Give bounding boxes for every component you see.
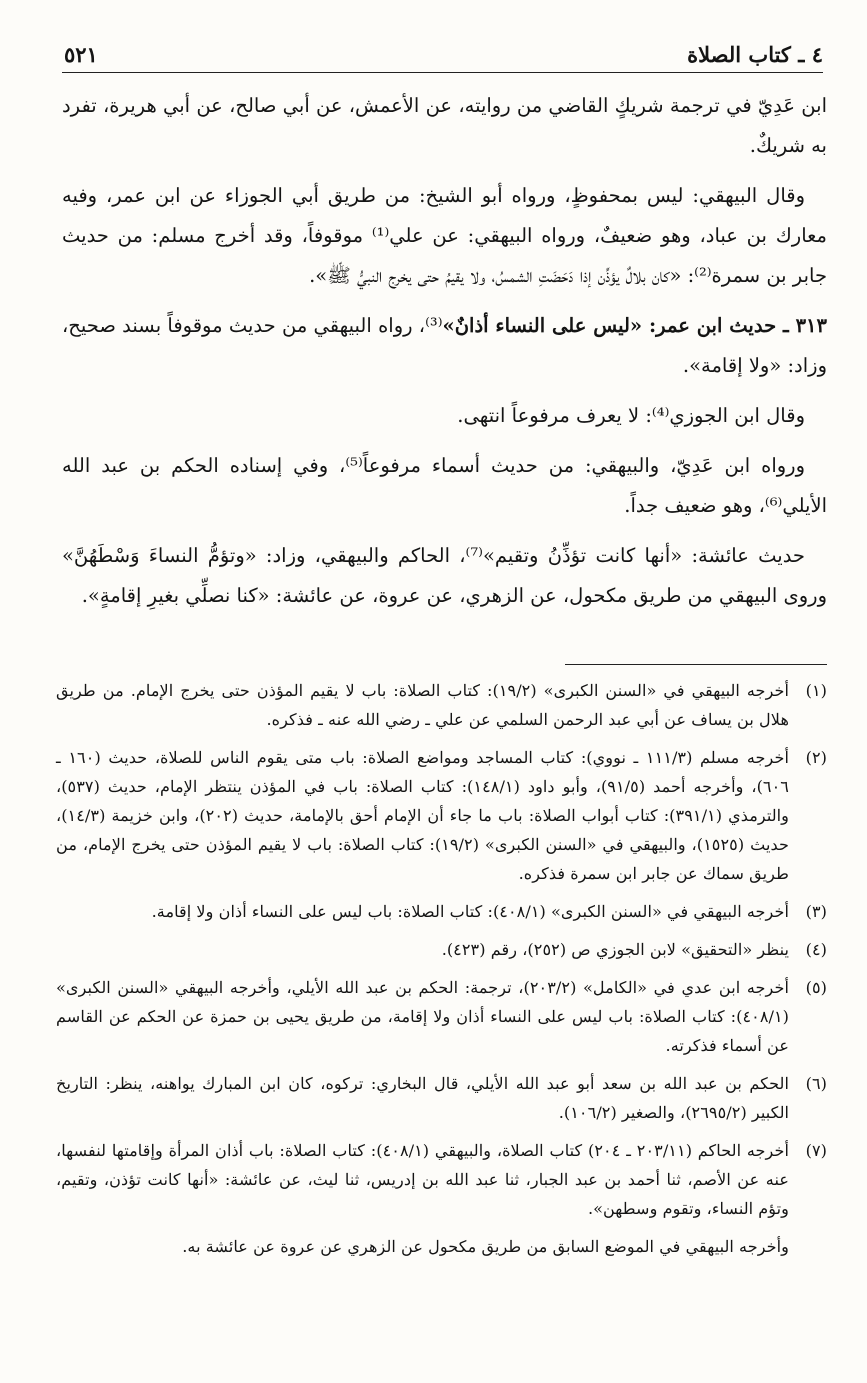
running-header [62,38,823,73]
footnote-text: أخرجه ابن عدي في «الكامل» (٢٠٣/٢)، ترجمة: الحكم بن عبد الله الأيلي، وأخرجه البيهقي «السنن الكبرى» (٤٠٨/١): كتاب الصلاة: باب ليس على النساء أذان ولا إقامة، من طريق يحيى بن حمزة عن الحكم عن القاسم عن أسماء فذكرته. [56,978,789,1055]
footnote [56,1069,827,1127]
footnote-continuation: وأخرجه البيهقي في الموضع السابق من طريق مكحول عن الزهري عن عروة عن عائشة به. [182,1237,789,1256]
footnote-text: أخرجه البيهقي في «السنن الكبرى» (١٩/٢): كتاب الصلاة: باب لا يقيم المؤذن حتى يخرج الإمام. من طريق هلال بن يساف عن أبي عبد الرحمن السلمي عن علي ـ رضي الله عنه ـ فذكره. [56,681,790,729]
footnote-number: (١) [805,681,827,700]
main-text [62,86,827,626]
footnote-text: أخرجه الحاكم (٢٠٣/١١ ـ ٢٠٤) كتاب الصلاة، والبيهقي (٤٠٨/١): كتاب الصلاة: باب أذان المرأة وإقامتها لنفسها، عنه عن الأصم، ثنا أحمد بن عبد الجبار، ثنا عبد الله بن إدريس، ثنا ليث، عن عائشة: «أنها كانت تؤذن، وتقيم، وتؤم النساء، وتقوم وسطهن». [56,1141,789,1218]
paragraph: حديث عائشة: «أنها كانت تؤذِّنُ وتقيم»⁽⁷⁾، الحاكم والبيهقي، وزاد: «وتؤمُّ النساءَ وَسْطَهُنَّ» وروى البيهقي من طريق مكحول، عن الزهري، عن عروة، عن عائشة: «كنا نصلِّي بغيرِ إقامةٍ». [62,544,827,607]
footnote [56,1136,827,1223]
footnote-number: (٤) [805,940,827,959]
footnote-number: (٧) [805,1141,827,1160]
footnote-text: أخرجه البيهقي في «السنن الكبرى» (٤٠٨/١): كتاب الصلاة: باب ليس على النساء أذان ولا إقامة. [151,902,789,921]
footnote [56,973,827,1060]
footnote [56,897,827,926]
paragraph: وقال ابن الجوزي⁽⁴⁾: لا يعرف مرفوعاً انتهى. [457,404,805,427]
footnote-number: (٦) [805,1074,827,1093]
hadith-313 [62,306,827,386]
footnote [56,935,827,964]
paragraph: وقال البيهقي: ليس بمحفوظٍ، ورواه أبو الشيخ: من طريق أبي الجوزاء عن ابن عمر، وفيه معارك بن عباد، وهو ضعيفٌ، ورواه البيهقي: عن علي⁽¹⁾ موقوفاً، وقد أخرج مسلم: من حديث جابر بن سمرة⁽²⁾: «كان بلالٌ يؤذِّن إذا دَحَضَتِ الشمسُ، ولا يقيمُ حتى يخرج النبيُّ ﷺ». [62,184,828,287]
hadith-quote: «ليس على النساء أذانٌ» [442,314,649,337]
paragraph: ورواه ابن عَدِيّ، والبيهقي: من حديث أسماء مرفوعاً⁽⁵⁾، وفي إسناده الحكم بن عبد الله الأيلي⁽⁶⁾، وهو ضعيف جداً. [62,454,827,517]
hadith-text: ⁽³⁾، رواه البيهقي من حديث موقوفاً بسند صحيح، وزاد: «ولا إقامة». [62,314,827,377]
paragraph: ابن عَدِيّ في ترجمة شريكٍ القاضي من روايته، عن الأعمش، عن أبي صالح، عن أبي هريرة، تفرد به شريكٌ. [62,94,827,157]
footnote-text: ينظر «التحقيق» لابن الجوزي ص (٢٥٢)، رقم (٤٢٣). [441,940,789,959]
footnote-number: (٥) [805,978,827,997]
footnote-number: (٢) [805,748,827,767]
footnote-text: الحكم بن عبد الله بن سعد أبو عبد الله الأيلي، قال البخاري: تركوه، كان ابن المبارك يواهنه، ينظر: التاريخ الكبير (٢٦٩٥/٢)، والصغير (١٠٦/٢). [56,1074,789,1122]
page-number: ٥٢١ [64,42,98,67]
footnote-separator [565,664,827,665]
footnote-text: أخرجه مسلم (١١١/٣ ـ نووي): كتاب المساجد ومواضع الصلاة: باب متى يقوم الناس للصلاة، حديث (١٦٠ ـ ٦٠٦)، وأخرجه أحمد (٩١/٥)، وأبو داود (١٤٨/١): كتاب الصلاة: باب في المؤذن ينتظر الإمام، حديث (٥٣٧)، والترمذي (٣٩١/١): كتاب أبواب الصلاة: باب ما جاء أن الإمام أحق بالإمامة، حديث (٢٠٢)، وابن خزيمة (١٤/٣)، حديث (١٥٢٥)، والبيهقي في «السنن الكبرى» (١٩/٢): كتاب الصلاة: باب لا يقيم المؤذن حتى يخرج الإمام، من طريق سماك عن جابر ابن سمرة فذكره. [56,748,789,883]
footnote-number: (٣) [805,902,827,921]
footnote [56,743,827,888]
footnotes [56,676,827,1270]
chapter-title: ٤ ـ كتاب الصلاة [687,42,823,67]
hadith-heading: ٣١٣ ـ حديث ابن عمر: [648,314,827,337]
footnote [56,676,827,734]
